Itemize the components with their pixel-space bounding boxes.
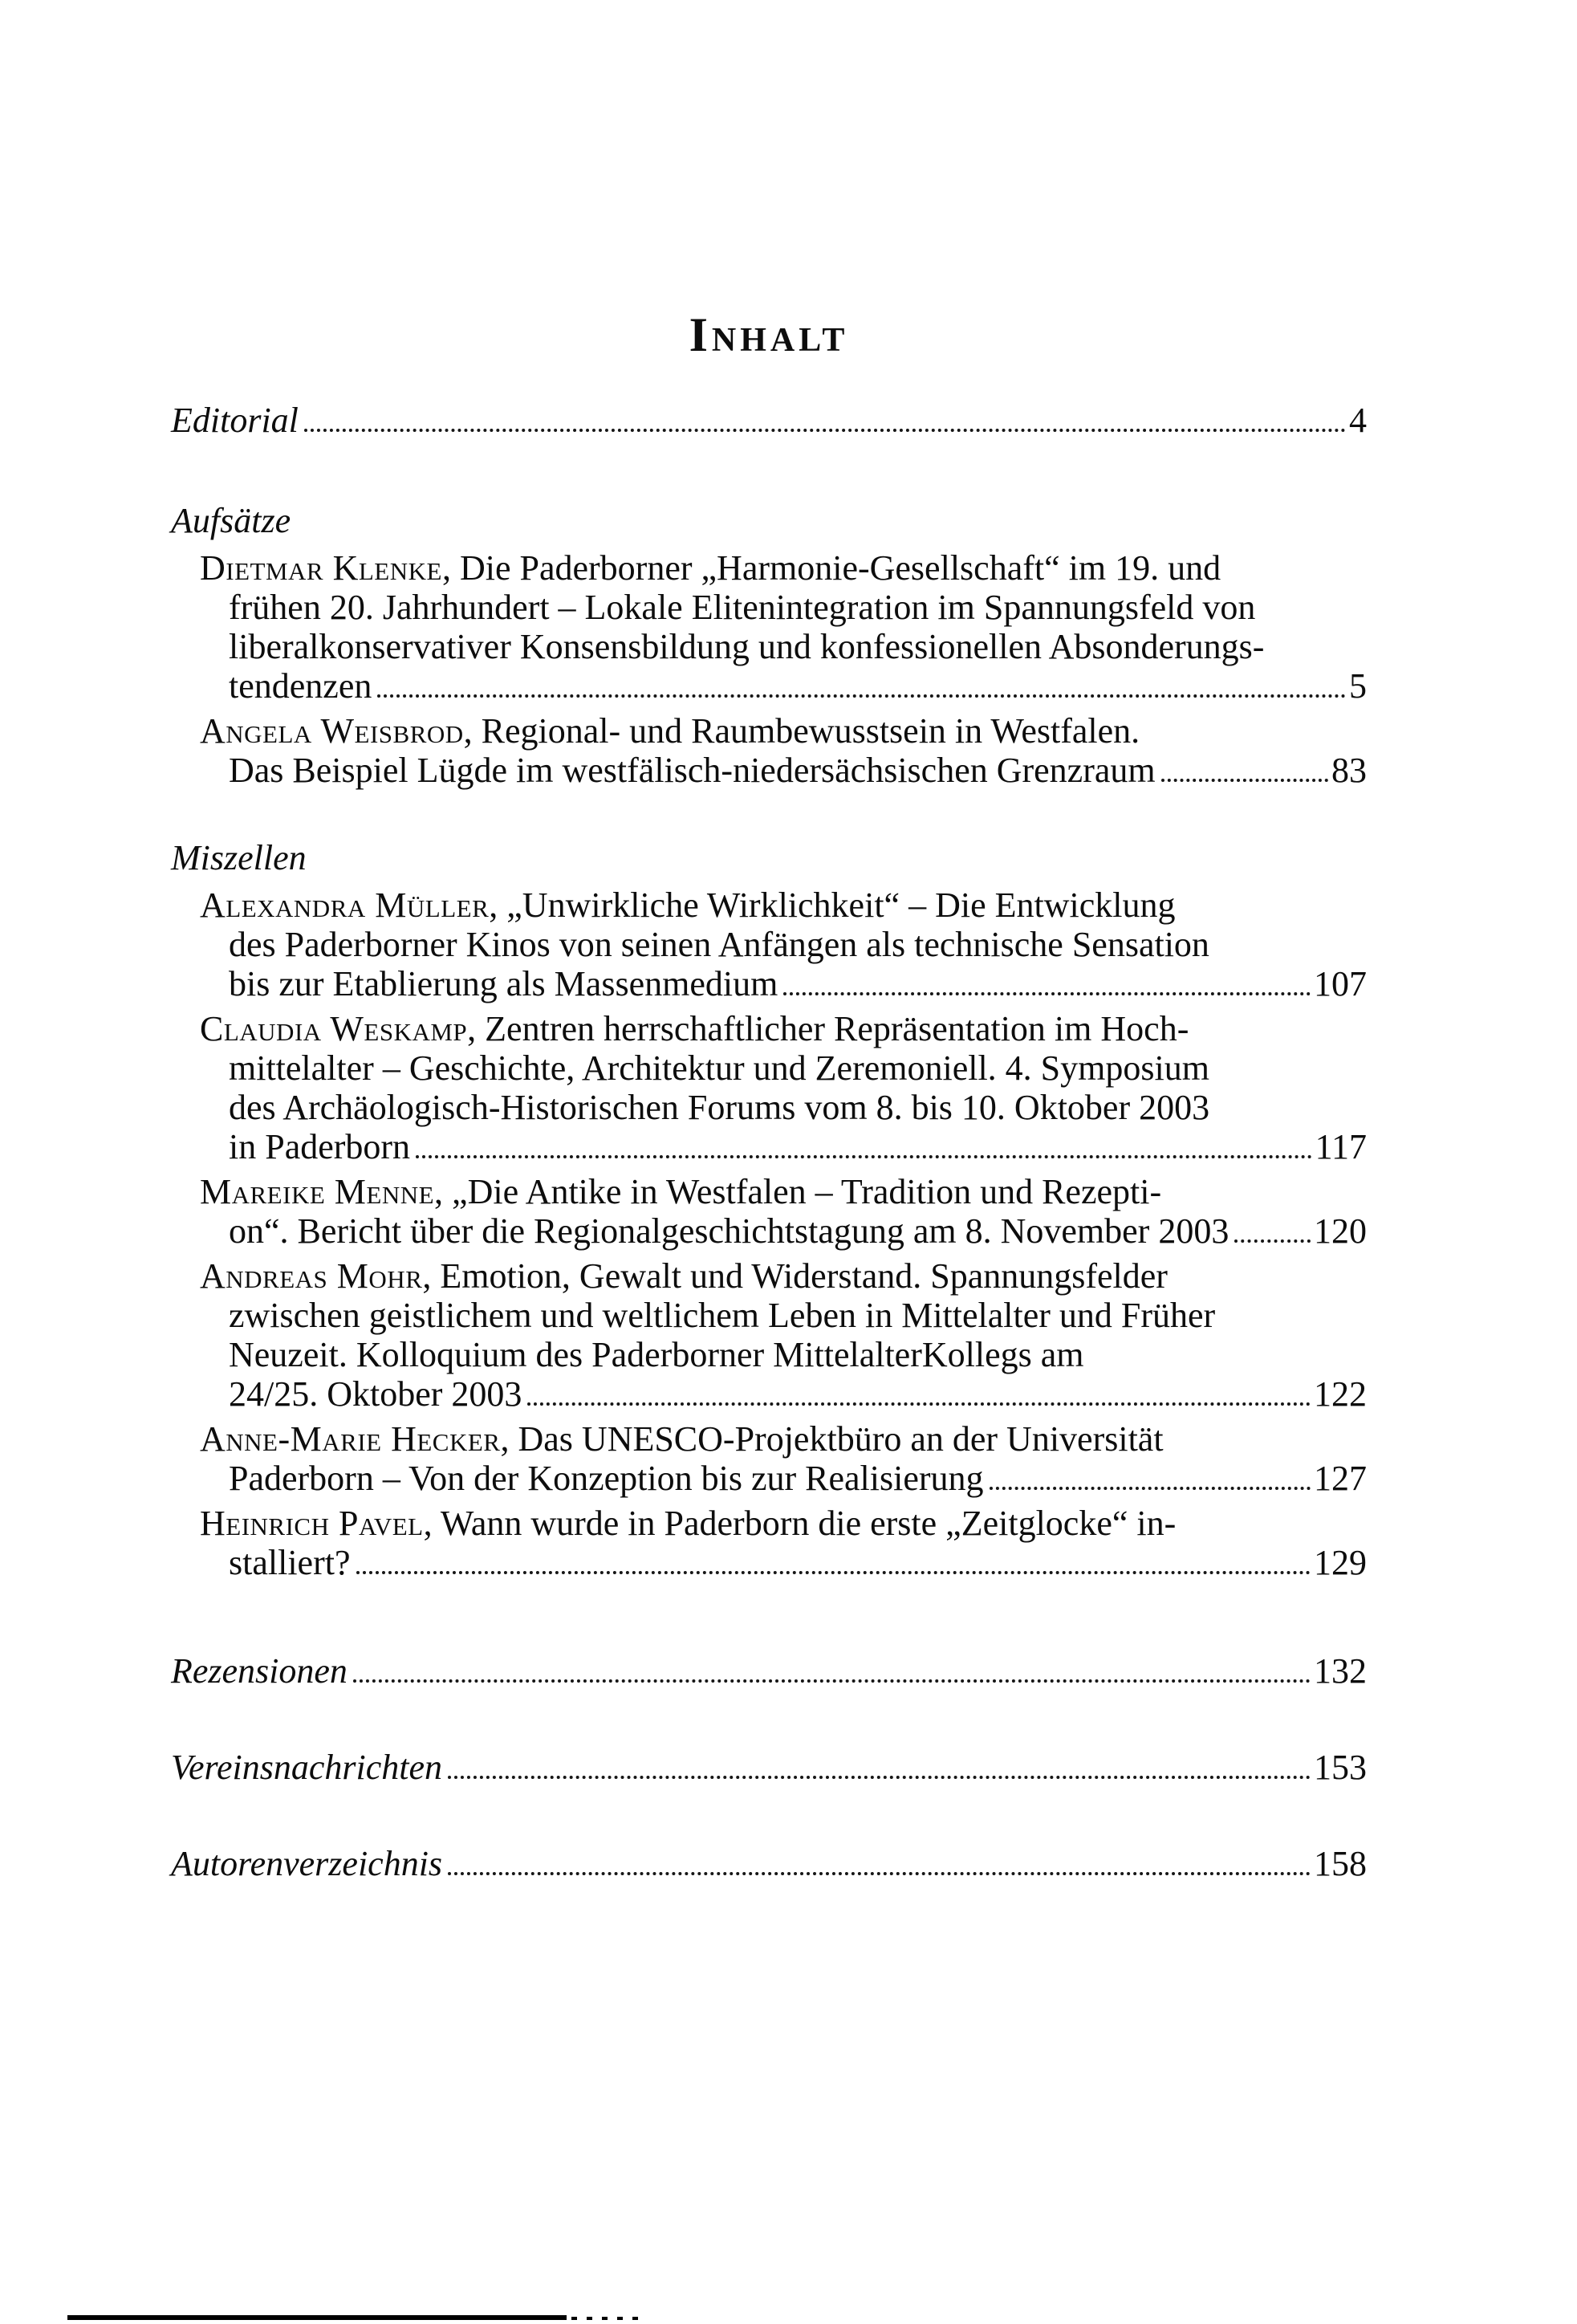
toc-entry (171, 1256, 1367, 1414)
toc-entry-pagerow (171, 1543, 1367, 1582)
toc-page-number: 132 (1314, 1651, 1367, 1691)
toc-entry-line (171, 548, 1367, 588)
toc-entry-line: mittelalter – Geschichte, Architektur und Zeremoniell. 4. Symposium (229, 1048, 1209, 1088)
dot-leader (1234, 1239, 1311, 1243)
toc-entry-pagerow (171, 1211, 1367, 1251)
toc-entry (171, 1009, 1367, 1166)
dot-leader (783, 992, 1311, 995)
toc-entry-author: Anne-Marie Hecker (200, 1419, 501, 1459)
toc-entry-lastline: in Paderborn (229, 1127, 411, 1166)
dot-leader (304, 429, 1346, 432)
toc-page-number: 117 (1315, 1127, 1367, 1166)
toc-entry-line (171, 1419, 1367, 1459)
toc-entry-line (171, 885, 1367, 925)
toc-label-vereinsnachrichten: Vereinsnachrichten (171, 1748, 443, 1787)
toc-entry (171, 1504, 1367, 1582)
toc-entry-line (171, 1172, 1367, 1211)
toc-entry-line: des Paderborner Kinos von seinen Anfängen als technische Sensation (229, 925, 1209, 964)
toc-entry-lastline: bis zur Etablierung als Massenmedium (229, 964, 778, 1003)
toc-page-number: 120 (1314, 1211, 1367, 1251)
toc-entry-title: , „Die Antike in Westfalen – Tradition und Rezepti- (434, 1172, 1162, 1211)
toc-page-number: 158 (1314, 1844, 1367, 1883)
toc-page-number: 127 (1314, 1459, 1367, 1498)
dot-leader (377, 694, 1346, 698)
toc-entry-line: liberalkonservativer Konsensbildung und konfessionellen Absonderungs- (229, 627, 1265, 666)
page-title: Inhalt (689, 308, 849, 361)
toc-entry-pagerow (171, 751, 1367, 790)
toc-entry-lastline: Das Beispiel Lügde im westfälisch-niedersächsischen Grenzraum (229, 751, 1156, 790)
toc-row-rezensionen (171, 1651, 1367, 1691)
section-heading-miszellen: Miszellen (171, 838, 307, 877)
toc-content (171, 309, 1367, 1883)
toc-entry-author: Angela Weisbrod (200, 711, 464, 751)
toc-entry-pagerow (171, 666, 1367, 706)
toc-entry-author: Claudia Weskamp (200, 1009, 468, 1048)
toc-entry-author: Alexandra Müller (200, 885, 490, 925)
toc-label-autorenverzeichnis: Autorenverzeichnis (171, 1844, 443, 1883)
scan-artifact-dashes (571, 2317, 648, 2320)
toc-label-editorial: Editorial (171, 401, 299, 440)
toc-entry-lastline: tendenzen (229, 666, 372, 706)
toc-entry-line (171, 711, 1367, 751)
toc-page-number: 5 (1349, 666, 1367, 706)
toc-entry (171, 885, 1367, 1003)
toc-entry-pagerow (171, 1459, 1367, 1498)
toc-entry-line: frühen 20. Jahrhundert – Lokale Elitenintegration im Spannungsfeld von (229, 588, 1256, 627)
toc-label-rezensionen: Rezensionen (171, 1651, 348, 1691)
dot-leader (990, 1487, 1311, 1490)
toc-row-editorial (171, 401, 1367, 440)
toc-entry (171, 548, 1367, 706)
toc-entry-author: Heinrich Pavel (200, 1504, 424, 1543)
dot-leader (448, 1776, 1311, 1779)
toc-entry-title: , „Unwirkliche Wirklichkeit“ – Die Entwicklung (489, 885, 1176, 925)
scan-artifact-line (67, 2315, 567, 2320)
toc-entry-pagerow (171, 1374, 1367, 1414)
dot-leader (527, 1402, 1311, 1406)
toc-entry-title: , Das UNESCO-Projektbüro an der Universität (500, 1419, 1164, 1459)
toc-entry-line (171, 1256, 1367, 1296)
dot-leader (416, 1155, 1312, 1158)
toc-entry-lastline: 24/25. Oktober 2003 (229, 1374, 522, 1414)
toc-page-number: 122 (1314, 1374, 1367, 1414)
toc-entry-lastline: Paderborn – Von der Konzeption bis zur Realisierung (229, 1459, 984, 1498)
toc-entry-lastline: stalliert? (229, 1543, 351, 1582)
dot-leader (356, 1571, 1311, 1574)
toc-entry-line (171, 1009, 1367, 1048)
toc-page-number: 4 (1349, 401, 1367, 440)
dot-leader (1161, 779, 1328, 782)
toc-row-autorenverzeichnis (171, 1844, 1367, 1883)
toc-entry-title: , Zentren herrschaftlicher Repräsentation im Hoch- (467, 1009, 1189, 1048)
toc-page-number: 153 (1314, 1748, 1367, 1787)
toc-entry (171, 1172, 1367, 1251)
dot-leader (448, 1872, 1311, 1875)
toc-entry-title: , Regional- und Raumbewusstsein in Westfalen. (463, 711, 1140, 751)
toc-entry-title: , Emotion, Gewalt und Widerstand. Spannungsfelder (422, 1256, 1168, 1296)
toc-row-vereinsnachrichten (171, 1748, 1367, 1787)
toc-page-number: 83 (1331, 751, 1367, 790)
toc-section-aufsaetze (171, 501, 1367, 790)
toc-entry-line: des Archäologisch-Historischen Forums vom 8. bis 10. Oktober 2003 (229, 1088, 1210, 1127)
toc-entry-title: , Wann wurde in Paderborn die erste „Zeitglocke“ in- (423, 1504, 1177, 1543)
toc-entry-author: Dietmar Klenke (200, 548, 442, 588)
toc-entry-pagerow (171, 1127, 1367, 1166)
dot-leader (353, 1679, 1311, 1683)
toc-entry-title: , Die Paderborner „Harmonie-Gesellschaft“ im 19. und (441, 548, 1221, 588)
toc-entry (171, 1419, 1367, 1498)
toc-entry-line: Neuzeit. Kolloquium des Paderborner MittelalterKollegs am (229, 1335, 1084, 1374)
toc-entry-pagerow (171, 964, 1367, 1003)
toc-entry-lastline: on“. Bericht über die Regionalgeschichtstagung am 8. November 2003 (229, 1211, 1229, 1251)
toc-entry-line: zwischen geistlichem und weltlichem Leben in Mittelalter und Früher (229, 1296, 1216, 1335)
section-heading-aufsaetze: Aufsätze (171, 501, 291, 540)
toc-entry-author: Mareike Menne (200, 1172, 435, 1211)
toc-page-number: 129 (1314, 1543, 1367, 1582)
toc-page-number: 107 (1314, 964, 1367, 1003)
toc-entry-line (171, 1504, 1367, 1543)
toc-entry-author: Andreas Mohr (200, 1256, 423, 1296)
toc-section-miszellen (171, 838, 1367, 1582)
toc-entry (171, 711, 1367, 790)
